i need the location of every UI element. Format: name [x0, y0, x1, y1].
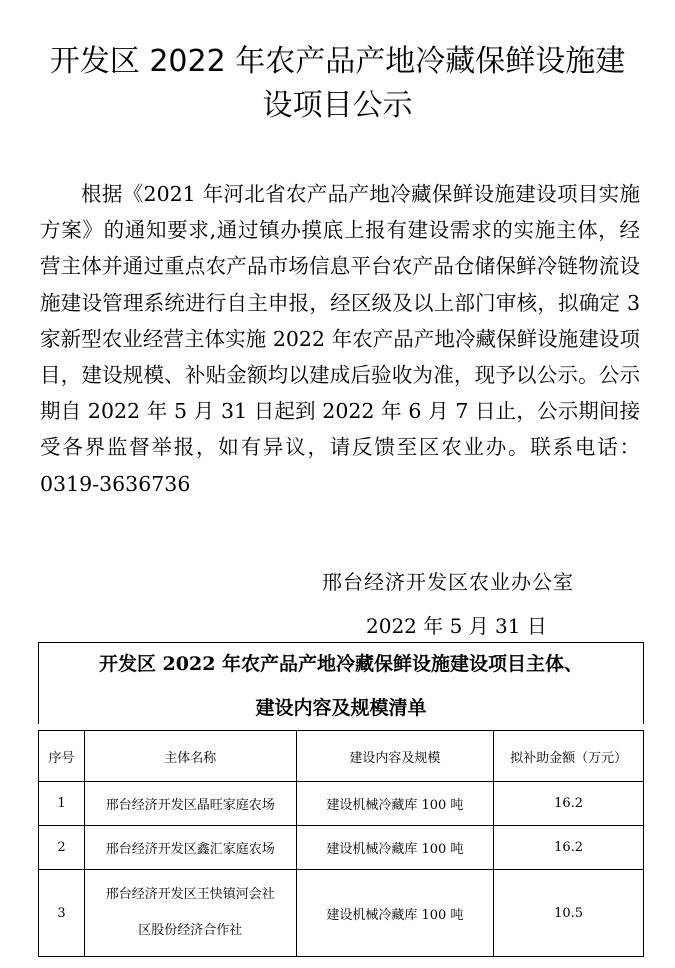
row-entity-line2: 区股份经济合作社 [138, 923, 243, 938]
issuing-organization: 邢台经济开发区农业办公室 [322, 570, 574, 594]
table-row [39, 782, 644, 826]
notice-paragraph: 根据《2021 年河北省农产品产地冷藏保鲜设施建设项目实施方案》的通知要求,通过镇办摸底上报有建设需求的实施主体，经营主体并通过重点农产品市场信息平台农产品仓储保鲜冷链物流设施建设管理系统进行自主申报，经区级及以上部门审核，拟确定 3 家新型农业经营主体实施 2022 年农产品产地冷藏保鲜设施建设项目，建设规模、补贴金额均以建成后验收为准，现予以公示。公示期自 2022 年 5 月 31 日起到 2022 年 6 月 7 日止，公示期间接受各界监督举报，如有异议，请反馈至区农业办。联系电话：0319-3636736 [40, 182, 640, 496]
header-content: 建设内容及规模 [296, 731, 494, 782]
table-caption-line2: 建设内容及规模清单 [255, 697, 427, 719]
notice-body [40, 176, 640, 502]
table-row [39, 870, 644, 957]
header-index: 序号 [39, 731, 85, 782]
row-content: 建设机械冷藏库 100 吨 [296, 782, 494, 826]
row-content: 建设机械冷藏库 100 吨 [296, 870, 494, 957]
table-header-row [39, 731, 644, 782]
table-row [39, 826, 644, 870]
row-amount: 16.2 [494, 782, 644, 826]
page-title: 开发区 2022 年农产品产地冷藏保鲜设施建 [49, 44, 626, 79]
row-content: 建设机械冷藏库 100 吨 [296, 826, 494, 870]
row-entity: 邢台经济开发区鑫汇家庭农场 [84, 826, 296, 870]
row-amount: 10.5 [494, 870, 644, 957]
header-amount: 拟补助金额（万元） [494, 731, 644, 782]
row-index: 3 [39, 870, 85, 957]
table-caption [39, 642, 644, 731]
row-entity [84, 870, 296, 957]
issue-date: 2022 年 5 月 31 日 [366, 614, 547, 638]
table-caption-line1: 开发区 2022 年农产品产地冷藏保鲜设施建设项目主体、 [98, 653, 584, 675]
row-entity: 邢台经济开发区晶旺家庭农场 [84, 782, 296, 826]
row-index: 1 [39, 782, 85, 826]
row-index: 2 [39, 826, 85, 870]
page-title-continued: 设项目公示 [262, 88, 413, 123]
project-table [38, 642, 644, 957]
row-entity-line1: 邢台经济开发区王快镇河会社 [105, 887, 275, 902]
row-amount: 16.2 [494, 826, 644, 870]
header-entity: 主体名称 [84, 731, 296, 782]
